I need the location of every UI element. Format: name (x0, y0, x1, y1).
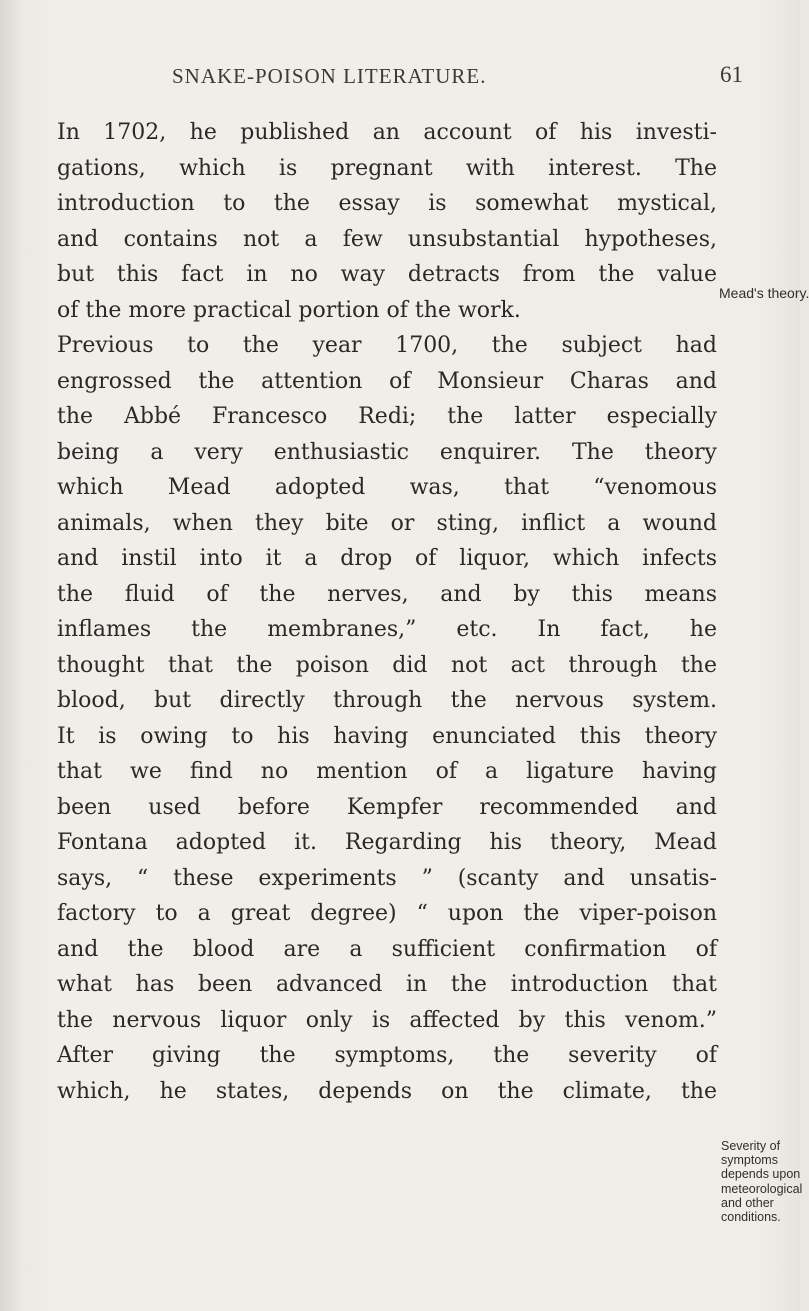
running-title: SNAKE-POISON LITERATURE. (172, 64, 487, 88)
text-line: being a very enthusiastic enquirer. The theory (57, 439, 717, 465)
text-line: and instil into it a drop of liquor, which infects (57, 546, 717, 571)
text-line: the nervous liquor only is affected by this venom.” (57, 1007, 717, 1033)
text-line: factory to a great degree) “ upon the viper-poison (57, 901, 717, 926)
margin-note-line: and other (721, 1195, 774, 1210)
text-line: which, he states, depends on the climate, the (57, 1078, 717, 1104)
margin-note-line: meteorological (721, 1181, 803, 1196)
text-line: that we find no mention of a ligature having (57, 759, 717, 784)
body-paragraph (57, 115, 717, 1109)
text-line: Fontana adopted it. Regarding his theory, Mead (57, 830, 717, 855)
text-line: been used before Kempfer recommended and (57, 794, 717, 820)
text-line: animals, when they bite or sting, inflict a wound (57, 510, 717, 536)
page-number: 61 (720, 62, 743, 87)
margin-note-line: conditions. (721, 1210, 781, 1225)
margin-note-line: depends upon (721, 1167, 801, 1182)
text-line: thought that the poison did not act through the (57, 652, 717, 678)
text-line: the Abbé Francesco Redi; the latter especially (57, 404, 717, 429)
text-line: of the more practical portion of the work. (57, 297, 521, 323)
margin-note-severity (721, 1139, 802, 1224)
text-line: says, “ these experiments ” (scanty and unsatis- (57, 865, 717, 891)
text-line: what has been advanced in the introduction that (57, 972, 717, 997)
text-line: blood, but directly through the nervous system. (57, 688, 717, 713)
text-line: It is owing to his having enunciated this theory (57, 723, 717, 749)
text-line: the fluid of the nerves, and by this means (57, 581, 717, 607)
text-line: engrossed the attention of Monsieur Charas and (57, 368, 717, 394)
margin-note-mead-theory: Mead's theory. (719, 285, 809, 301)
text-line: After giving the symptoms, the severity of (57, 1043, 717, 1068)
text-line: and the blood are a sufficient confirmation of (57, 936, 717, 962)
text-line: In 1702, he published an account of his investi- (57, 120, 717, 145)
text-line: Previous to the year 1700, the subject had (57, 333, 717, 358)
margin-note-line: symptoms (721, 1153, 778, 1168)
text-line: introduction to the essay is somewhat mystical, (57, 191, 717, 216)
text-line: but this fact in no way detracts from the value (57, 262, 717, 287)
text-line: and contains not a few unsubstantial hypotheses, (57, 226, 717, 252)
text-line: inflames the membranes,” etc. In fact, he (57, 617, 717, 642)
text-line: which Mead adopted was, that “venomous (57, 475, 717, 500)
margin-note-line: Severity of (721, 1139, 781, 1153)
text-line: gations, which is pregnant with interest. The (57, 155, 717, 181)
